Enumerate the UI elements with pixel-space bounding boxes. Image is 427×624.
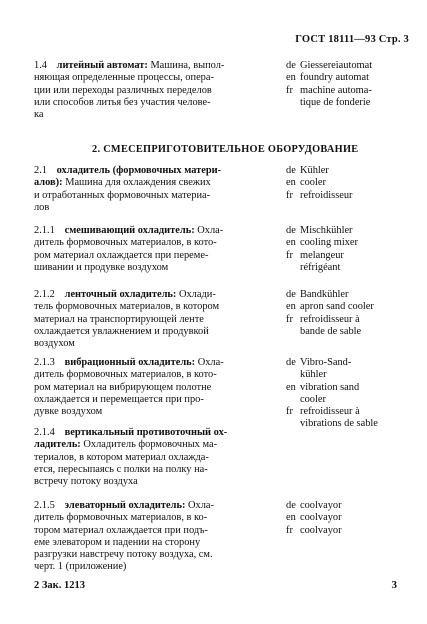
translation-row: de Vibro-Sand- <box>286 357 352 368</box>
definition-2-1-5 <box>34 500 270 574</box>
term-name: ленточный охладитель: <box>64 289 177 300</box>
translations-1-4 <box>286 60 416 109</box>
definition-lines <box>34 177 270 214</box>
translation-row: cooler <box>300 393 326 405</box>
translation-row: en cooling mixer <box>286 237 359 249</box>
definition-2-1-4 <box>34 427 270 488</box>
definition-line: воздухом <box>34 338 75 350</box>
term-name: смешивающий охладитель: <box>64 225 195 236</box>
definition-line: лов <box>34 201 50 213</box>
translation-row: en cooler <box>286 177 326 189</box>
translations-2-1-1 <box>286 225 416 274</box>
term-name: элеваторный охладитель: <box>64 500 186 511</box>
footer-order-number: 2 Зак. 1213 <box>34 580 85 591</box>
translation-row: kühler <box>300 369 327 381</box>
definition-text: Охлади- <box>178 289 216 300</box>
term-number: 2.1.4 <box>34 427 55 438</box>
definition-line: няющая определенные процессы, опера- <box>34 72 214 84</box>
definition-line: еме элеватором и падении на сторону <box>34 536 201 548</box>
term-number: 2.1.2 <box>34 289 55 300</box>
translation-row: de Bandkühler <box>286 289 349 300</box>
definition-lines <box>34 369 270 418</box>
definition-line: ром материал на вибрирующем полотне <box>34 381 212 393</box>
definition-line: тель формовочных материалов, в котором <box>34 301 220 313</box>
definition-text: Охла- <box>188 500 214 511</box>
translations-2-1-3 <box>286 357 416 431</box>
definition-line: алов): Машина для охлаждения свежих <box>34 177 211 189</box>
term-number: 2.1.3 <box>34 357 55 368</box>
definition-2-1-3 <box>34 357 270 418</box>
translation-row: fr melangeur <box>286 249 344 261</box>
term-name: литейный автомат: <box>56 60 148 71</box>
translation-row: fr refroidisseur à <box>286 313 360 325</box>
definition-line: ка <box>34 109 44 121</box>
translation-row: fr refroidisseur à <box>286 406 360 418</box>
translation-row: bande de sable <box>300 325 362 337</box>
translations-2-1-2 <box>286 289 416 338</box>
definition-line: шивании и продувке воздухом <box>34 261 169 273</box>
definition-first-line <box>34 500 270 512</box>
definition-lines <box>34 512 270 573</box>
definition-line: ладитель: Охладитель формовочных ма- <box>34 439 218 451</box>
definition-line: охлаждается увлажнением и продувкой <box>34 325 209 337</box>
term-number: 2.1.1 <box>34 225 55 236</box>
section-title: 2. СМЕСЕПРИГОТОВИТЕЛЬНОЕ ОБОРУДОВАНИЕ <box>92 144 359 155</box>
definition-text: Охла- <box>197 225 224 236</box>
definition-line: тором материал охлаждается при подъ- <box>34 524 208 536</box>
translation-row: réfrigéant <box>300 261 341 273</box>
page-header-reference: ГОСТ 18111—93 Стр. 3 <box>295 34 409 45</box>
definition-2-1-2 <box>34 289 270 350</box>
translation-row: de Kühler <box>286 165 329 176</box>
definition-line: дитель формовочных материалов, в кото- <box>34 237 217 249</box>
definition-lines <box>34 237 270 274</box>
definition-text: Машина, выпол- <box>150 60 225 71</box>
translation-row: de Mischkühler <box>286 225 353 236</box>
translation-row: fr coolvayor <box>286 524 342 536</box>
definition-lines <box>34 72 270 121</box>
definition-first-line <box>34 225 270 237</box>
definition-lines <box>34 439 270 488</box>
definition-line: охлаждается и перемещается при про- <box>34 393 204 405</box>
translations-2-1 <box>286 165 416 202</box>
translation-row: tique de fonderie <box>300 96 371 108</box>
definition-line: дувке воздухом <box>34 406 103 418</box>
definition-first-line <box>34 165 270 177</box>
translations-2-1-5 <box>286 500 416 537</box>
definition-first-line <box>34 60 270 72</box>
definition-1-4 <box>34 60 270 121</box>
translation-row: en foundry automat <box>286 72 369 84</box>
definition-line: материал на транспортирующей ленте <box>34 313 204 325</box>
translation-row: fr refroidisseur <box>286 189 353 201</box>
term-number: 1.4 <box>34 60 47 71</box>
definition-line: дитель формовочных материалов, в ко- <box>34 512 208 524</box>
translation-row: fr machine automa- <box>286 84 372 96</box>
page-number: 3 <box>391 579 397 591</box>
translation-row: en apron sand cooler <box>286 301 374 313</box>
definition-line: черт. 1 (приложение) <box>34 561 127 573</box>
term-name: вертикальный противоточный ох- <box>64 427 228 438</box>
translation-row: de coolvayor <box>286 500 342 511</box>
translation-row: de Giessereiautomat <box>286 60 373 71</box>
translation-row: en vibration sand <box>286 381 360 393</box>
definition-line: териалов, в котором материал охлажда- <box>34 451 209 463</box>
definition-line: дитель формовочных материалов, в кото- <box>34 369 217 381</box>
definition-line: встречу потоку воздуха <box>34 476 138 488</box>
term-number: 2.1.5 <box>34 500 55 511</box>
translation-row: en coolvayor <box>286 512 342 524</box>
term-number: 2.1 <box>34 165 47 176</box>
definition-2-1 <box>34 165 270 214</box>
definition-line: или способов литья без участия челове- <box>34 96 211 108</box>
definition-line: разгрузки навстречу потоку воздуха, см. <box>34 549 213 561</box>
definition-text: Охла- <box>197 357 224 368</box>
term-name: охладитель (формовочных матери- <box>56 165 222 176</box>
definition-lines <box>34 301 270 350</box>
definition-2-1-1 <box>34 225 270 274</box>
definition-line: ром материал охлаждается при переме- <box>34 249 209 261</box>
term-name: вибрационный охладитель: <box>64 357 196 368</box>
definition-first-line <box>34 357 270 369</box>
translation-row: vibrations de sable <box>300 418 378 430</box>
definition-line: и отработанных формовочных материа- <box>34 189 211 201</box>
definition-line: ции или переходы различных переделов <box>34 84 212 96</box>
definition-first-line <box>34 289 270 301</box>
definition-first-line <box>34 427 270 439</box>
definition-line: ется, пересыпаясь с полки на полку на- <box>34 463 208 475</box>
